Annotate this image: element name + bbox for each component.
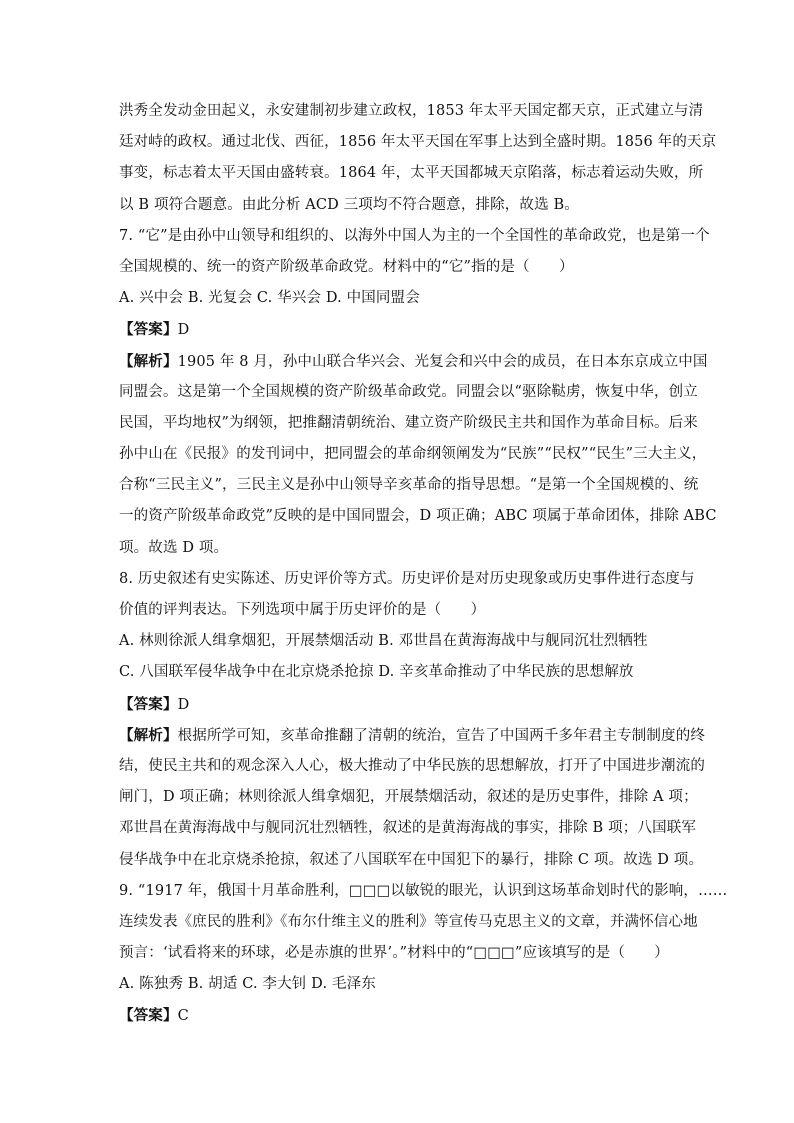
text-line: 闸门，D 项正确；林则徐派人缉拿烟犯，开展禁烟活动，叙述的是历史事件，排除 A 项； <box>119 789 698 806</box>
question-7-stem: 7. “它”是由孙中山领导和组织的、以海外中国人为主的一个全国性的革命政党，也是第一个 <box>119 227 710 244</box>
answer-label: 【答案】 <box>119 1007 178 1025</box>
text-line: 合称“三民主义”，三民主义是孙中山领导辛亥革命的指导思想。“是第一个全国规模的、统 <box>119 477 699 494</box>
text-line: 连续发表《庶民的胜利》《布尔什维主义的胜利》等宣传马克思主义的文章，并满怀信心地 <box>119 913 698 930</box>
analysis-label: 【解析】 <box>119 726 178 744</box>
text-line: 侵华战争中在北京烧杀抢掠，叙述了八国联军在中国犯下的暴行，排除 C 项。故选 D 项。 <box>119 851 704 868</box>
text-line: 全国规模的、统一的资产阶级革命政党。材料中的“它”指的是（ ） <box>119 258 574 275</box>
text-line: 预言：‘试看将来的环球，必是赤旗的世界’。”材料中的“□□□”应该填写的是（ ） <box>119 945 669 962</box>
text-line: 邓世昌在黄海海战中与舰同沉壮烈牺牲，叙述的是黄海海战的事实，排除 B 项；八国联军 <box>119 820 697 837</box>
answer-line <box>119 314 679 345</box>
text-line: 事变，标志着太平天国由盛转衰。1864 年，太平天国都城天京陷落，标志着运动失败，所 <box>119 165 704 182</box>
text-line: 一的资产阶级革命政党”反映的是中国同盟会，D 项正确；ABC 项属于革命团体，排除 ABC <box>119 508 717 525</box>
text-line: 结，使民主共和的观念深入人心，极大推动了中华民族的思想解放，打开了中国进步潮流的 <box>119 757 705 774</box>
question-8-options: A. 林则徐派人缉拿烟犯，开展禁烟活动 B. 邓世昌在黄海海战中与舰同沉壮烈牺牲 <box>119 633 648 650</box>
answer-line <box>119 689 679 720</box>
text-line: 同盟会。这是第一个全国规模的资产阶级革命政党。同盟会以“驱除鞑虏，恢复中华，创立 <box>119 383 698 400</box>
answer-value: D <box>177 696 190 713</box>
question-9-stem: 9. “1917 年，俄国十月革命胜利，□□□以敏锐的眼光，认识到这场革命划时代的影响，…… <box>119 882 728 899</box>
text-line: 项。故选 D 项。 <box>119 539 229 556</box>
text-line: 以 B 项符合题意。由此分析 ACD 三项均不符合题意，排除，故选 B。 <box>119 196 579 213</box>
answer-value: C <box>177 1008 189 1025</box>
analysis-text: 根据所学可知，亥革命推翻了清朝的统治，宣告了中国两千多年君主专制制度的终 <box>177 727 706 744</box>
question-9-options: A. 陈独秀 B. 胡适 C. 李大钊 D. 毛泽东 <box>119 976 376 993</box>
answer-label: 【答案】 <box>119 321 178 339</box>
text-line: 孙中山在《民报》的发刊词中，把同盟会的革命纲领阐发为“民族”“民权”“民生”三大主义， <box>119 446 707 463</box>
question-8-options: C. 八国联军侵华战争中在北京烧杀抢掠 D. 辛亥革命推动了中华民族的思想解放 <box>119 664 634 681</box>
analysis-text: 1905 年 8 月，孙中山联合华兴会、光复会和兴中会的成员，在日本东京成立中国 <box>177 353 708 370</box>
document-page <box>119 96 728 1032</box>
answer-label: 【答案】 <box>119 695 178 713</box>
text-line: 廷对峙的政权。通过北伐、西征，1856 年太平天国在军事上达到全盛时期。1856 年的天京 <box>119 134 717 151</box>
text-line: 洪秀全发动金田起义，永安建制初步建立政权，1853 年太平天国定都天京，正式建立与清 <box>119 103 704 119</box>
answer-value: D <box>177 322 190 339</box>
question-8-stem: 8. 历史叙述有史实陈述、历史评价等方式。历史评价是对历史现象或历史事件进行态度与 <box>119 570 695 587</box>
text-line: 民国，平均地权”为纲领，把推翻清朝统治、建立资产阶级民主共和国作为革命目标。后来 <box>119 414 698 431</box>
text-line: 价值的评判表达。下列选项中属于历史评价的是（ ） <box>119 602 486 618</box>
question-7-options: A. 兴中会 B. 光复会 C. 华兴会 D. 中国同盟会 <box>119 290 420 307</box>
answer-line <box>119 1000 679 1031</box>
analysis-label: 【解析】 <box>119 352 178 370</box>
analysis-line <box>119 720 706 751</box>
analysis-line <box>119 346 708 377</box>
